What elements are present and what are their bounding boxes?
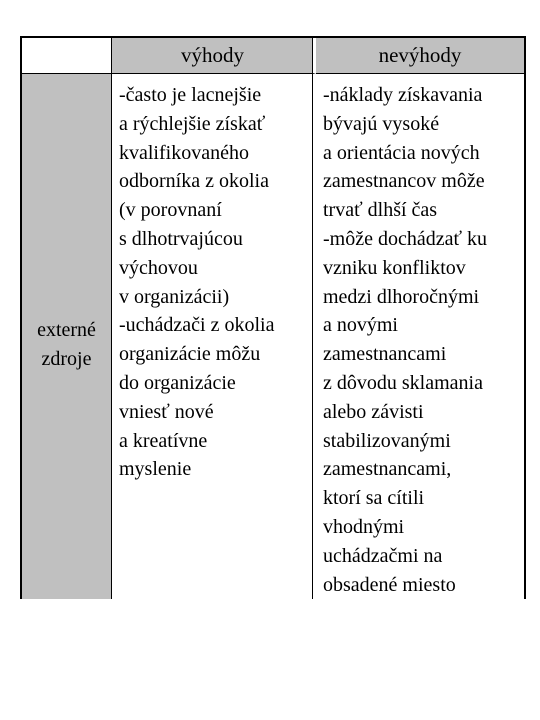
disadvantages-line: trvať dlhší čas (323, 199, 438, 222)
disadvantages-line: medzi dlhoročnými (323, 285, 480, 308)
column-header-advantages: výhody (112, 38, 316, 74)
column-header-disadvantages: nevýhody (316, 38, 524, 74)
advantages-line: a rýchlejšie získať (119, 112, 266, 135)
advantages-line: do organizácie (119, 371, 236, 394)
advantages-line: a kreatívne (119, 429, 208, 452)
advantages-cell (112, 74, 316, 599)
disadvantages-line: a orientácia nových (323, 141, 480, 164)
disadvantages-line: vzniku konfliktov (323, 256, 466, 279)
disadvantages-line: bývajú vysoké (323, 112, 440, 135)
advantages-line: organizácie môžu (119, 343, 261, 366)
advantages-line: -uchádzači z okolia (119, 314, 275, 337)
disadvantages-line: obsadené miesto (323, 573, 456, 596)
advantages-line: vniesť nové (119, 400, 214, 423)
disadvantages-line: stabilizovanými (323, 429, 451, 452)
advantages-line: s dlhotrvajúcou (119, 227, 243, 250)
row-header-label (37, 316, 96, 374)
advantages-line: odborníka z okolia (119, 170, 269, 193)
row-header-line-2: zdroje (41, 347, 92, 370)
disadvantages-line: a novými (323, 314, 398, 337)
disadvantages-cell (316, 74, 524, 599)
row-header-external-sources (22, 74, 112, 599)
advantages-line: v organizácii) (119, 285, 230, 308)
disadvantages-line: alebo závisti (323, 400, 424, 423)
advantages-line: výchovou (119, 256, 198, 279)
disadvantages-line: uchádzačmi na (323, 544, 443, 567)
advantages-line: (v porovnaní (119, 199, 222, 222)
advantages-line: -často je lacnejšie (119, 84, 262, 106)
disadvantages-line: vhodnými (323, 515, 405, 538)
table-corner-cell (22, 38, 112, 74)
disadvantages-line: -náklady získavania (323, 84, 483, 106)
advantages-line: myslenie (119, 458, 192, 481)
disadvantages-line: zamestnancami, (323, 458, 452, 481)
disadvantages-line: zamestnancov môže (323, 170, 485, 193)
row-header-line-1: externé (37, 318, 96, 341)
comparison-table (20, 36, 526, 599)
disadvantages-line: ktorí sa cítili (323, 487, 425, 510)
disadvantages-line: zamestnancami (323, 343, 447, 366)
disadvantages-line: z dôvodu sklamania (323, 371, 483, 394)
disadvantages-line: -môže dochádzať ku (323, 227, 488, 250)
advantages-line: kvalifikovaného (119, 141, 249, 164)
